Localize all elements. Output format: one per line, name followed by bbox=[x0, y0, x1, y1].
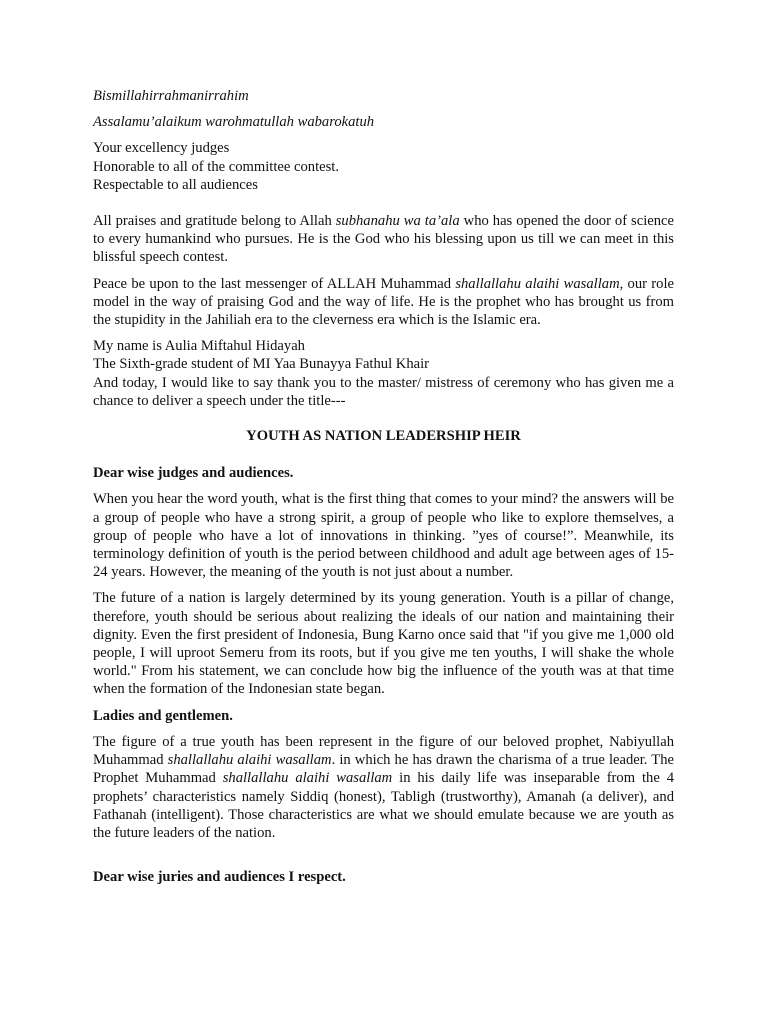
speaker-school: The Sixth-grade student of MI Yaa Bunayya Fathul Khair bbox=[93, 356, 430, 373]
greeting-line: Respectable to all audiences bbox=[93, 176, 258, 193]
figure-text: in his daily life was inseparable from the 4 prophets’ characteristics namely Siddiq (honest), Tabligh (trustworthy), Amanah (a deliver), and Fathanah (intelligent). Those characteristics are what we should emulate because we are youth as the future leaders of the nation. bbox=[93, 770, 675, 841]
salam-greeting: Assalamu’alaikum warohmatullah wabarokatuh bbox=[93, 114, 375, 131]
future-paragraph: The future of a nation is largely determined by its young generation. Youth is a pillar of change, therefore, youth should be serious about realizing the ideals of our nation and maintaining their dignity. Even the first president of Indonesia, Bung Karno once said that "if you give me 1,000 old people, I will uproot Semeru from its roots, but if you give me ten youths, I will shake the whole world." From his statement, we can conclude how big the influence of the youth was at that time when the formation of the Indonesian state began. bbox=[93, 590, 674, 698]
peace-paragraph bbox=[93, 275, 674, 330]
peace-italic: shallallahu alaihi wasallam bbox=[455, 275, 620, 292]
address-juries: Dear wise juries and audiences I respect. bbox=[93, 869, 346, 886]
youth-paragraph: When you hear the word youth, what is the first thing that comes to your mind? the answers will be a group of people who have a strong spirit, a group of people who like to explore themselves, a group of people who have a lot of innovations in thinking. ”yes of course!”. Meanwhile, its terminology definition of youth is the period between childhood and adult age between ages of 15-24 years. However, the meaning of the youth is not just about a number. bbox=[93, 491, 674, 581]
address-judges: Dear wise judges and audiences. bbox=[93, 465, 294, 482]
figure-italic: shallallahu alaihi wasallam bbox=[167, 752, 332, 769]
greeting-line: Honorable to all of the committee contest. bbox=[93, 158, 339, 175]
praise-text: All praises and gratitude belong to Allah bbox=[93, 213, 336, 230]
peace-text: , our role model in the way of praising God and the way of life. He is the prophet who has brought us from the stupidity in the Jahiliah era to the cleverness era which is the Islamic era. bbox=[93, 275, 674, 329]
address-ladies: Ladies and gentlemen. bbox=[93, 707, 233, 724]
figure-text: . in which he has drawn the charisma of a true leader. The Prophet Muhammad bbox=[93, 752, 674, 787]
figure-text: The figure of a true youth has been represent in the figure of our beloved prophet, Nabiyullah Muhammad bbox=[93, 733, 674, 769]
thanks-line: And today, I would like to say thank you to the master/ mistress of ceremony who has given me a chance to deliver a speech under the title--- bbox=[93, 374, 674, 409]
basmalah: Bismillahirrahmanirrahim bbox=[93, 88, 249, 104]
praise-paragraph bbox=[93, 212, 674, 267]
speech-title: YOUTH AS NATION LEADERSHIP HEIR bbox=[246, 428, 521, 445]
figure-italic: shallallahu alaihi wasallam bbox=[222, 770, 393, 787]
praise-italic: subhanahu wa ta’ala bbox=[335, 213, 460, 230]
greetings-block bbox=[93, 139, 674, 194]
intro-paragraph bbox=[93, 337, 674, 410]
speaker-name: My name is Aulia Miftahul Hidayah bbox=[93, 338, 305, 355]
figure-paragraph bbox=[93, 733, 674, 842]
speech-text bbox=[93, 87, 674, 894]
peace-text: Peace be upon to the last messenger of ALLAH Muhammad bbox=[93, 275, 456, 292]
praise-text: who has opened the door of science to every humankind who pursues. He is the God who his blessing upon us till we can meet in this blissful speech contest. bbox=[93, 213, 675, 266]
greeting-line: Your excellency judges bbox=[93, 140, 230, 157]
